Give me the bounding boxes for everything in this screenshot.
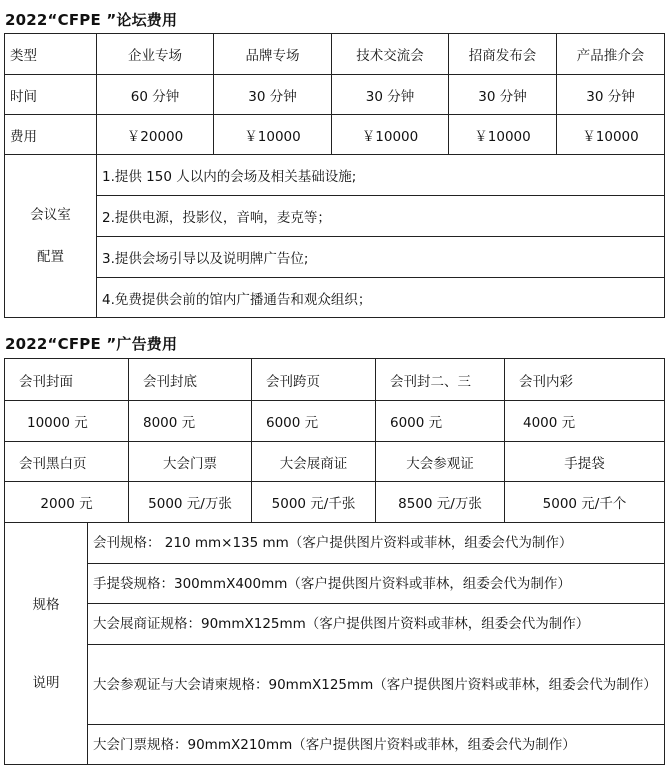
ad-item-visitor-badge: 大会参观证 [376, 442, 505, 482]
ad-row-2 [5, 401, 665, 442]
room-config-item: 2.提供电源，投影仪，音响，麦克等； [97, 196, 665, 237]
ad-price: 8000 元 [129, 401, 252, 442]
ad-price: 6000 元 [376, 401, 505, 442]
ad-fee-title: 2022“CFPE ”广告费用 [5, 335, 178, 353]
ad-price: 8500 元/万张 [376, 482, 505, 523]
header-cell-type: 类型 [5, 34, 97, 75]
forum-header-row [5, 34, 665, 75]
room-config-row [5, 237, 665, 278]
ad-row-4 [5, 482, 665, 523]
time-cell: 30 分钟 [214, 75, 332, 115]
ad-item-bw-page: 会刊黑白页 [5, 442, 129, 482]
fee-cell: ￥10000 [449, 115, 557, 155]
fee-label: 费用 [5, 115, 97, 155]
ad-price: 10000 元 [5, 401, 129, 442]
room-config-row [5, 155, 665, 196]
time-cell: 60 分钟 [97, 75, 214, 115]
spec-label-2: 说明 [32, 674, 60, 691]
spec-row [5, 645, 665, 725]
ad-item-ticket: 大会门票 [129, 442, 252, 482]
fee-cell: ￥10000 [557, 115, 665, 155]
spec-row [5, 523, 665, 564]
spec-item: 手提袋规格：300mmX400mm（客户提供图片资料或菲林，组委会代为制作） [88, 564, 665, 604]
ad-price: 2000 元 [5, 482, 129, 523]
ad-item-spread: 会刊跨页 [252, 359, 376, 401]
ad-price: 5000 元/千个 [505, 482, 665, 523]
room-config-label-1: 会议室 [30, 207, 71, 223]
room-config-row [5, 196, 665, 237]
room-config-item: 3.提供会场引导以及说明牌广告位; [97, 237, 665, 278]
forum-fee-table [4, 33, 665, 318]
header-cell-enterprise: 企业专场 [97, 34, 214, 75]
ad-item-exhibitor-badge: 大会展商证 [252, 442, 376, 482]
time-label: 时间 [5, 75, 97, 115]
time-cell: 30 分钟 [449, 75, 557, 115]
ad-row-1 [5, 359, 665, 401]
room-config-label-2: 配置 [37, 249, 64, 265]
spec-item: 会刊规格： 210 mm×135 mm（客户提供图片资料或菲林，组委会代为制作） [88, 523, 665, 564]
ad-price: 4000 元 [505, 401, 665, 442]
spec-item: 大会参观证与大会请柬规格：90mmX125mm（客户提供图片资料或菲林，组委会代为制作） [88, 645, 665, 725]
fee-cell: ￥10000 [332, 115, 449, 155]
fee-cell: ￥20000 [97, 115, 214, 155]
spec-item: 大会展商证规格：90mmX125mm（客户提供图片资料或菲林，组委会代为制作） [88, 604, 665, 645]
ad-row-3 [5, 442, 665, 482]
header-cell-investment: 招商发布会 [449, 34, 557, 75]
room-config-item: 4.免费提供会前的馆内广播通告和观众组织； [97, 278, 665, 318]
header-cell-brand: 品牌专场 [214, 34, 332, 75]
ad-item-cover: 会刊封面 [5, 359, 129, 401]
forum-fee-title: 2022“CFPE ”论坛费用 [5, 11, 178, 29]
spec-row [5, 725, 665, 765]
room-config-item: 1.提供 150 人以内的会场及相关基础设施; [97, 155, 665, 196]
ad-price: 5000 元/千张 [252, 482, 376, 523]
spec-row [5, 604, 665, 645]
header-cell-product: 产品推介会 [557, 34, 665, 75]
time-cell: 30 分钟 [557, 75, 665, 115]
ad-item-color-page: 会刊内彩 [505, 359, 665, 401]
spec-label-cell [5, 523, 88, 765]
ad-price: 5000 元/万张 [129, 482, 252, 523]
forum-time-row [5, 75, 665, 115]
ad-item-inside-cover: 会刊封二、三 [376, 359, 505, 401]
time-cell: 30 分钟 [332, 75, 449, 115]
ad-item-back-cover: 会刊封底 [129, 359, 252, 401]
ad-price: 6000 元 [252, 401, 376, 442]
fee-cell: ￥10000 [214, 115, 332, 155]
room-config-row [5, 278, 665, 318]
ad-item-tote-bag: 手提袋 [505, 442, 665, 482]
spec-label-1: 规格 [32, 596, 60, 613]
ad-fee-table [4, 358, 665, 765]
header-cell-tech: 技术交流会 [332, 34, 449, 75]
spec-item: 大会门票规格：90mmX210mm（客户提供图片资料或菲林，组委会代为制作） [88, 725, 665, 765]
forum-fee-row [5, 115, 665, 155]
spec-row [5, 564, 665, 604]
room-config-label-cell [5, 155, 97, 318]
